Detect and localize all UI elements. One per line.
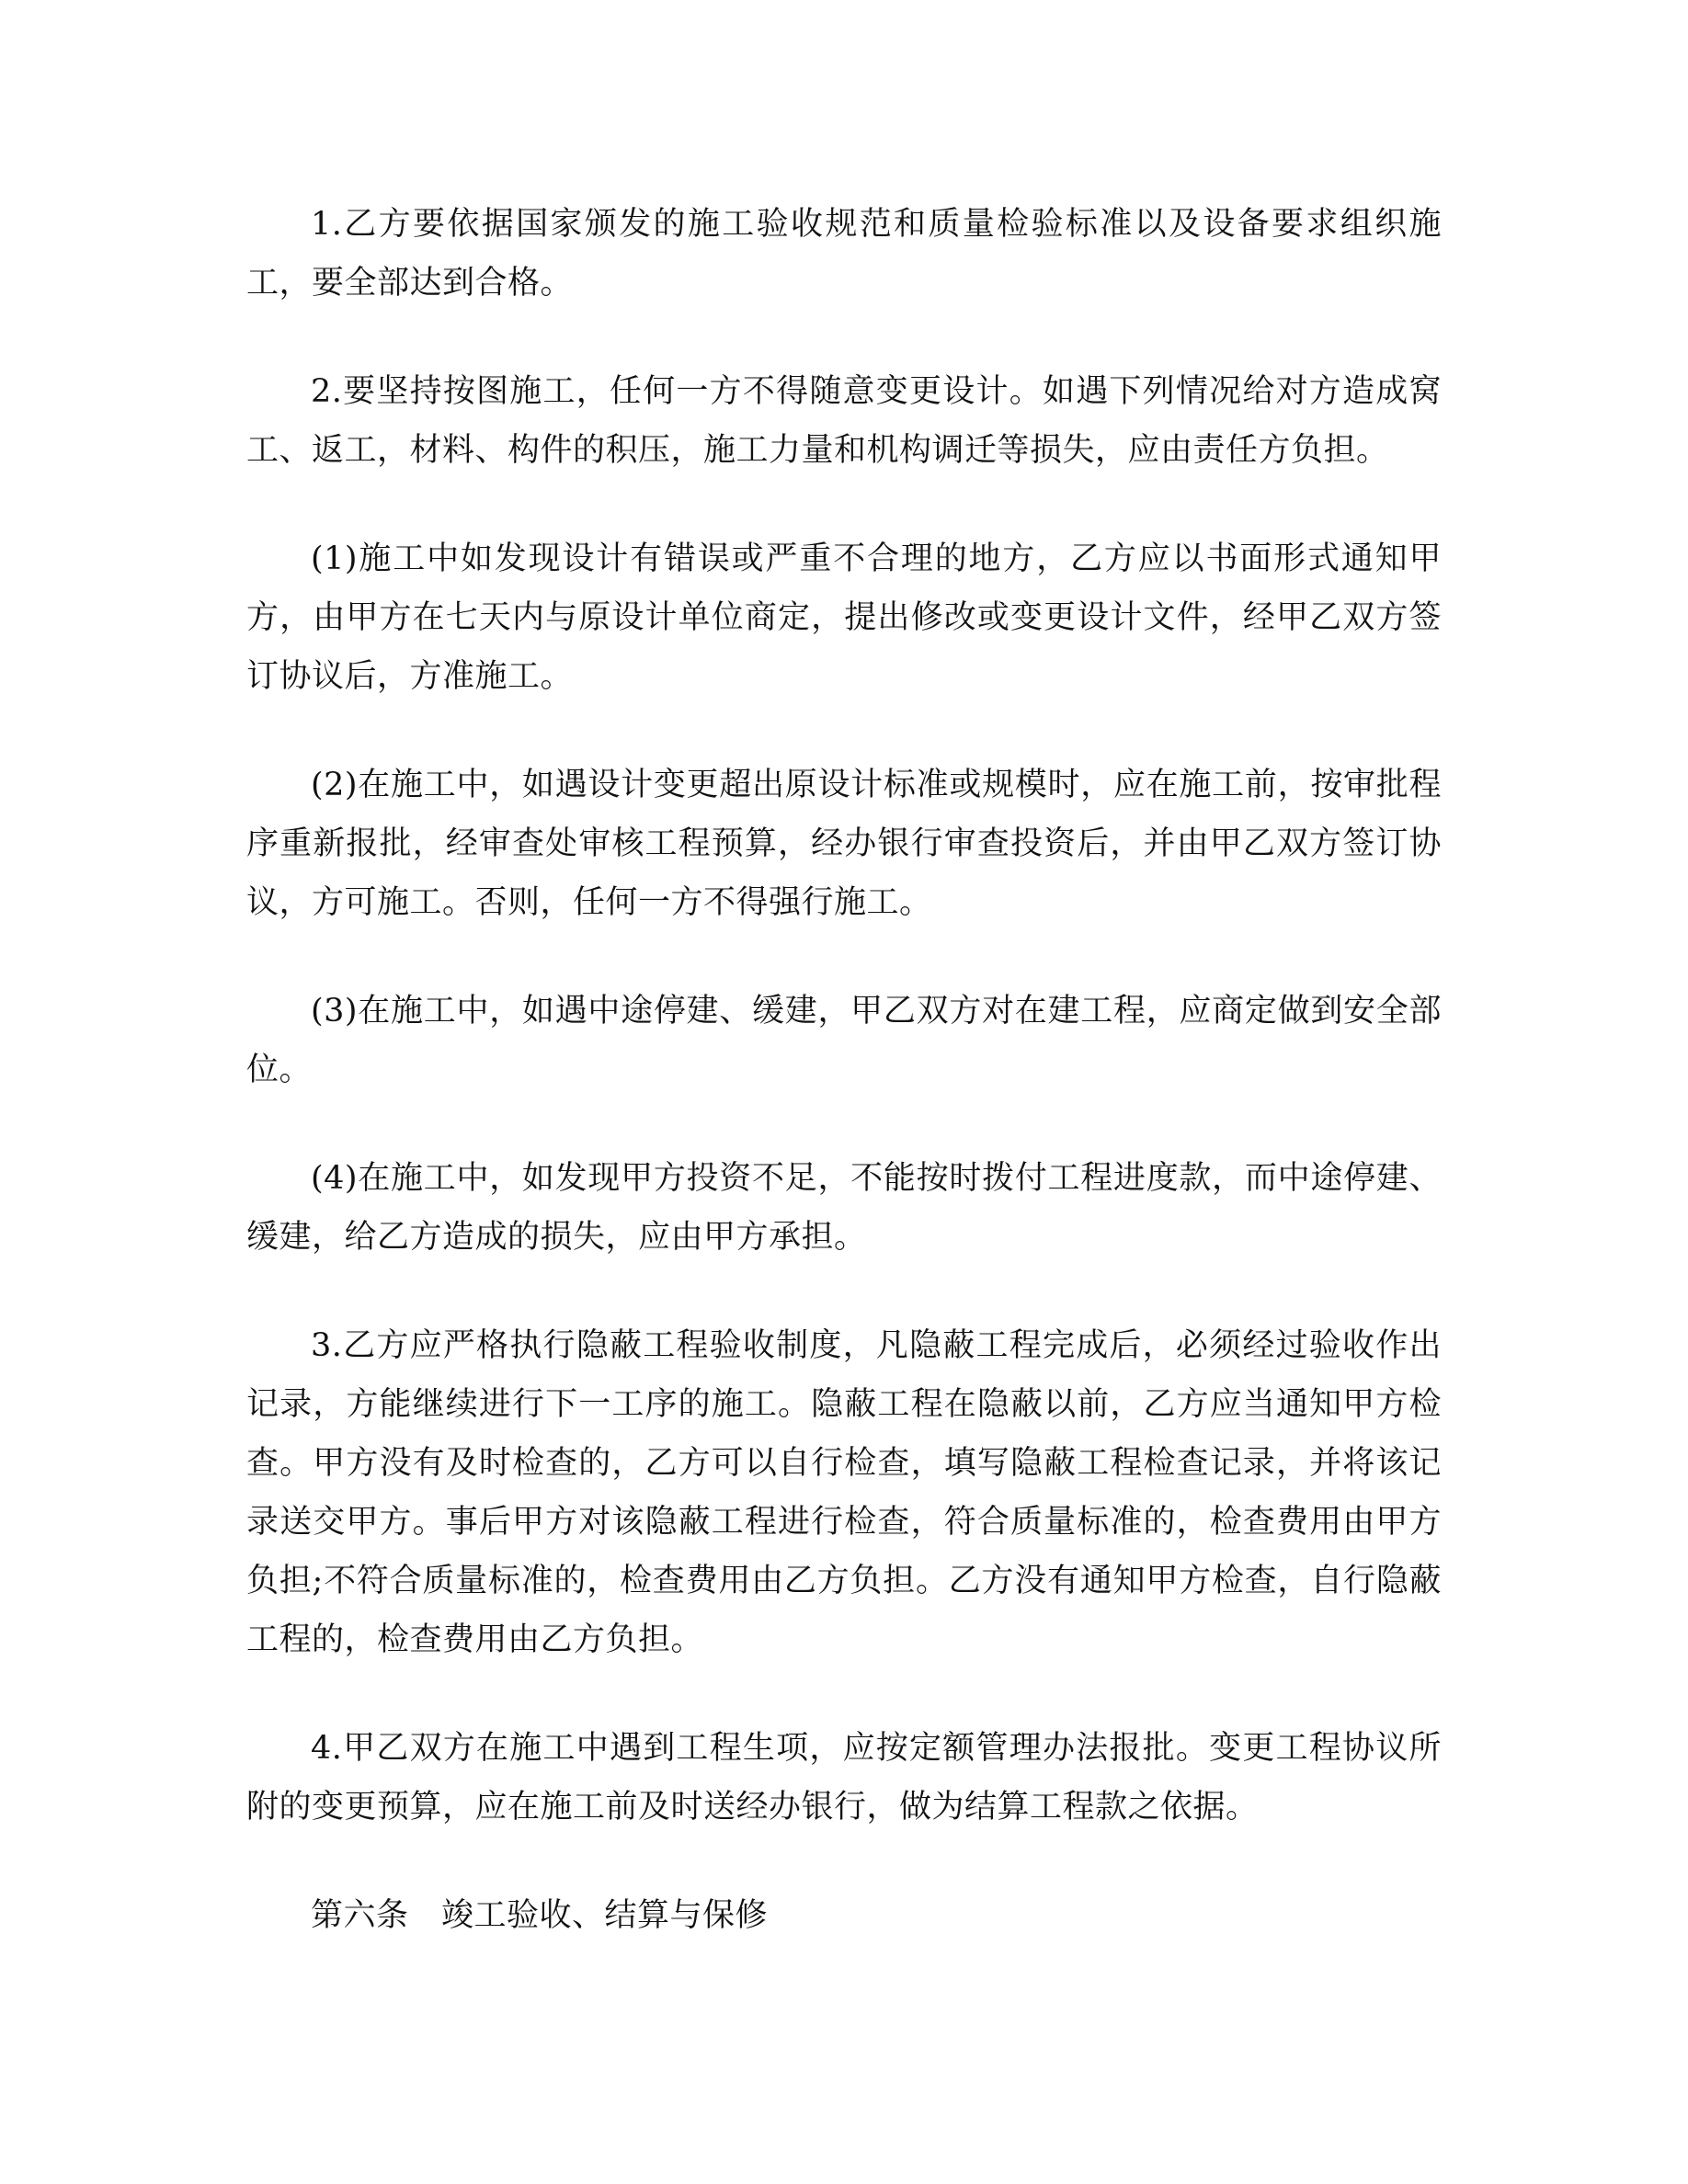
paragraph-2: 2.要坚持按图施工，任何一方不得随意变更设计。如遇下列情况给对方造成窝工、返工，材料、构件的积压，施工力量和机构调迁等损失，应由责任方负担。: [246, 373, 1442, 469]
paragraph-4: 4.甲乙双方在施工中遇到工程生项，应按定额管理办法报批。变更工程协议所附的变更预算，应在施工前及时送经办银行，做为结算工程款之依据。: [246, 1730, 1442, 1826]
paragraph-1: 1.乙方要依据国家颁发的施工验收规范和质量检验标准以及设备要求组织施工，要全部达到合格。: [246, 206, 1442, 301]
paragraph-2-1: (1)施工中如发现设计有错误或严重不合理的地方，乙方应以书面形式通知甲方，由甲方在七天内与原设计单位商定，提出修改或变更设计文件，经甲乙双方签订协议后，方准施工。: [246, 540, 1442, 695]
article-heading: 第六条 竣工验收、结算与保修: [311, 1897, 769, 1934]
paragraph-2-4: (4)在施工中，如发现甲方投资不足，不能按时拨付工程进度款，而中途停建、缓建，给乙方造成的损失，应由甲方承担。: [246, 1160, 1442, 1256]
paragraph-3: 3.乙方应严格执行隐蔽工程验收制度，凡隐蔽工程完成后，必须经过验收作出记录，方能继续进行下一工序的施工。隐蔽工程在隐蔽以前，乙方应当通知甲方检查。甲方没有及时检查的，乙方可以自行检查，填写隐蔽工程检查记录，并将该记录送交甲方。事后甲方对该隐蔽工程进行检查，符合质量标准的，检查费用由甲方负担;不符合质量标准的，检查费用由乙方负担。乙方没有通知甲方检查，自行隐蔽工程的，检查费用由乙方负担。: [246, 1327, 1442, 1658]
document-body: [246, 195, 1442, 1945]
paragraph-2-2: (2)在施工中，如遇设计变更超出原设计标准或规模时，应在施工前，按审批程序重新报批，经审查处审核工程预算，经办银行审查投资后，并由甲乙双方签订协议，方可施工。否则，任何一方不得强行施工。: [246, 767, 1442, 921]
paragraph-2-3: (3)在施工中，如遇中途停建、缓建，甲乙双方对在建工程，应商定做到安全部位。: [246, 993, 1442, 1088]
